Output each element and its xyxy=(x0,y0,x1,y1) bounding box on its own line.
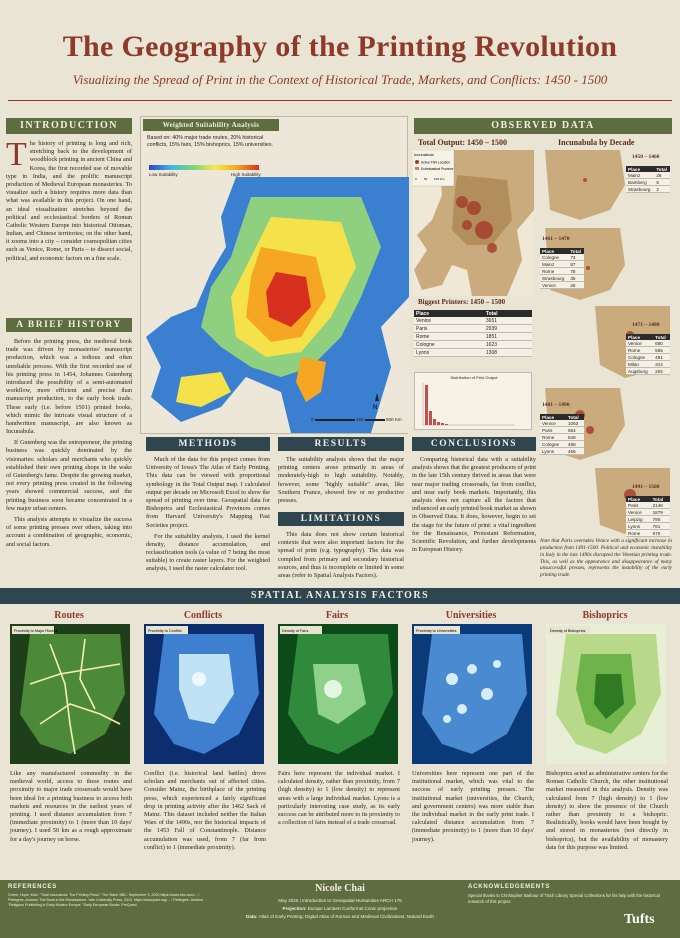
table-cell: Paris xyxy=(414,325,484,333)
table-cell: Strasbourg xyxy=(626,186,654,193)
table-row xyxy=(626,368,670,375)
decade-label: 1491 – 1500 xyxy=(632,484,660,490)
table-cell: Strasbourg xyxy=(540,275,568,282)
conclusions-paragraph: Comparing historical data with a suitability analysis shows that the greatest producers of print in the late 15th century thrived in areas that were near major trading crossroads, far from conflict, and near early book markets. Importantly, this analysis does not capture all the factors that influenced an early printed book market as shown in Observed Data. It does, however, begin to set the stage for the future of print: a vital ingredient for the Renaissance, Protestant Reformation, Scientific Revolution, and further developments in European History. xyxy=(412,456,536,554)
table-cell: Paris xyxy=(626,502,651,509)
table-cell: 2146 xyxy=(651,502,670,509)
scale-bar-line xyxy=(365,419,385,421)
table-cell: Cologne xyxy=(540,254,568,261)
legend-item: Ecclesiastical Province xyxy=(421,167,454,171)
conflicts-map xyxy=(144,624,264,764)
table-cell: 314 xyxy=(653,361,670,368)
limitations-paragraph: This data does not show certain historical contexts that were also important factors for the spread of print (e.g. typography). The data was compiled from primary and secondary historical sources, and thus is incomplete or limited in some areas (refer to Spatial Analysis Factors). xyxy=(278,531,404,579)
routes-map xyxy=(10,624,130,764)
table-cell: Rome xyxy=(540,268,568,275)
table-cell: Rome xyxy=(626,530,651,537)
factor-title-conflicts: Conflicts xyxy=(183,610,223,621)
legend-high-label: High Suitability xyxy=(231,172,261,177)
decade-table xyxy=(540,414,584,455)
references-text: Green, Hope, Kiah. "Total Incunabula: The Printing Press." The Stanf. BBC. September 3, 2020 https://www.bbc.com/... / Pettegree, Andrew. The Book in the Renaissance. Yale University Press, 2010. https://www.jstor.org/... / Pettegree, Andrew. "Religious Publishing in Early Modern Europe." Early European Books. ProQuest. xyxy=(8,893,204,907)
table-row xyxy=(626,523,670,530)
scale-label: 0 xyxy=(311,417,314,422)
legend-low-label: Low Suitability xyxy=(149,172,178,177)
table-cell: 26 xyxy=(568,282,584,289)
history-paragraph: Before the printing press, the medieval book trade was driven by monasteries' manuscript production, which was a tedious and often unreliable process. With the first recorded use of his printing press in 1454, Johannes Gutenberg introduced the possibility of a semi-automated workflow, more efficient and precise than manuscript production, to the early book trade. These early (i.e. before 1501) printed books, which mimic the intricate visual structure of a handwritten manuscript, are also known as Incunabula. xyxy=(6,338,132,436)
north-arrow-label: N xyxy=(373,405,378,411)
bishoprics-text: Bishoprics acted as administrative centers for the Roman Catholic Church, the other institutional market measured in this analysis. Density was calculated from 7 (high density) to 1 (low density) to show the presence of the Church rather than proximity to a bishopric. Realistically, books would have been bought by and stored in monasteries (not directly in bishoprics), but the availability of monastery data for this purpose was limited. xyxy=(546,770,668,851)
decade-label: 1461 – 1470 xyxy=(542,236,570,242)
decade-table xyxy=(626,496,670,537)
methods-heading: METHODS xyxy=(146,437,270,451)
biggest-printers-title: Biggest Printers: 1450 – 1500 xyxy=(418,298,506,306)
table-header: Total xyxy=(566,414,584,420)
total-output-title: Total Output: 1450 – 1500 xyxy=(418,138,508,147)
table-cell: 1851 xyxy=(484,333,532,341)
table-cell: 1879 xyxy=(651,509,670,516)
distribution-plot xyxy=(415,381,533,429)
legend-marker xyxy=(415,167,419,170)
distribution-title: Distribution of Print Output xyxy=(450,375,498,380)
table-cell: Mainz xyxy=(540,261,568,268)
table-cell: Cologne xyxy=(414,341,484,349)
table-cell: 28 xyxy=(654,172,670,179)
distribution-chart xyxy=(414,372,532,430)
data-line xyxy=(210,914,470,919)
table-cell: 2939 xyxy=(484,325,532,333)
table-cell: Venice xyxy=(540,282,568,289)
legend-marker xyxy=(415,160,419,164)
suitability-note: Based on: 40% major trade routes, 20% historical conflicts, 15% fairs, 15% bishoprics, 15% universities. xyxy=(147,135,274,148)
table-cell: 555 xyxy=(653,347,670,354)
table-row xyxy=(626,186,670,193)
table-cell: Rome xyxy=(540,434,566,441)
fairs-map xyxy=(278,624,398,764)
decade-label: 1481 – 1490 xyxy=(542,402,570,408)
fairs-text: Fairs here represent the individual market. I calculated density, rather than proximity, from 7 (high density) to 1 (low density) to represent areas with a large individual market. Lyons is a particularly interesting case study, as its early success can be attributed more to its proximity to a collection of fairs instead of a trade crossroad. xyxy=(278,770,400,827)
factor-map-label: Density of Bishoprics xyxy=(550,629,586,633)
history-text xyxy=(6,338,132,548)
table-cell: 1063 xyxy=(566,420,584,427)
table-header: Total xyxy=(568,248,584,254)
legend-scale: 100 Km xyxy=(434,177,445,181)
history-heading: A BRIEF HISTORY xyxy=(6,318,132,332)
table-cell: 548 xyxy=(566,434,584,441)
methods-paragraph: Much of the data for this project comes from University of Iowa's The Atlas of Early Printing. This data can be viewed with proportional symbology in the Total Output map. I calculated output per decade on Microsoft Excel to show the spread of printing over time. Geospatial data for Bishoprics and Ecclesiastical Provinces comes from Harvard University's Mapping Past Societies project. xyxy=(146,456,270,529)
factor-map-label: Proximity to Universities xyxy=(416,629,457,633)
table-cell: 73 xyxy=(568,254,584,261)
table-cell: Rome xyxy=(626,347,653,354)
acknowledgements-heading: ACKNOWLEDGEMENTS xyxy=(468,884,551,890)
projection-value: Europe Lambert Conformal Conic projection xyxy=(307,906,398,911)
poster-title: The Geography of the Printing Revolution xyxy=(62,30,618,63)
table-header: Place xyxy=(626,166,654,172)
data-value: Atlas of Early Printing; Digital Atlas of Roman and Medieval Civilizations; Natural Earth xyxy=(258,914,434,919)
scale-label: 500 Km xyxy=(386,417,402,422)
table-cell: 1308 xyxy=(484,349,532,357)
table-cell: Cologne xyxy=(540,441,566,448)
table-row xyxy=(540,448,584,455)
conclusions-text xyxy=(412,456,536,581)
decade-table xyxy=(626,166,670,193)
suitability-heading: Weighted Suitability Analysis xyxy=(143,119,279,131)
suitability-map xyxy=(141,177,409,433)
table-cell: 790 xyxy=(651,516,670,523)
table-header: Place xyxy=(540,414,566,420)
universities-map xyxy=(412,624,532,764)
introduction-body: he history of printing is long and rich, stretching back to the development of woodblock printing in ancient China and Korea, the first recorded use of movable type in India, and the prolific manuscript production of Medieval European monasteries. To visualize such a history requires more data than what was available in this project. On one hand, an ideal visualization stretches beyond the political and ecclesiastical borders of Roman Catholic Western Europe into historical Ottoman, Indian, and Chinese territories; on the other hand, it zooms into a city – consider cosmopolitan cities such as Venice, Rome, or Paris – to dissect social, political, and economic factors on a fine scale. xyxy=(6,140,132,262)
factor-map-label: Proximity to Conflict xyxy=(148,629,182,633)
decade-table xyxy=(626,334,670,375)
table-cell: 584 xyxy=(566,427,584,434)
table-cell: Venice xyxy=(414,317,484,325)
tufts-logo: Tufts xyxy=(624,912,655,927)
factor-title-fairs: Fairs xyxy=(325,610,349,621)
table-cell: 202 xyxy=(653,368,670,375)
table-cell: 1623 xyxy=(484,341,532,349)
table-cell: Rome xyxy=(414,333,484,341)
table-row xyxy=(540,268,584,275)
legend-item: Active Print Location xyxy=(421,160,451,165)
table-cell: Venice xyxy=(540,420,566,427)
bishoprics-map xyxy=(546,624,666,764)
table-cell: Augsburg xyxy=(626,368,653,375)
table-cell: 78 xyxy=(568,268,584,275)
table-cell: Bamberg xyxy=(626,179,654,186)
factor-title-bishoprics: Bishoprics xyxy=(582,610,628,621)
table-header: Total xyxy=(654,166,670,172)
table-cell: Leipzig xyxy=(626,516,651,523)
header-divider xyxy=(8,100,672,101)
table-cell: Venice xyxy=(626,340,653,347)
limitations-heading: LIMITATIONS xyxy=(278,512,404,526)
total-output-map xyxy=(412,150,534,296)
observed-note: Note that Paris overtakes Venice with a significant increase in production from 1491-1500. Political and economic instability in Italy in the late 1490s disrupted the Venetian printing trade. This, as well as the appearance and disappearance of many unsuccessful presses, represents the instability of the early printing trade. xyxy=(540,538,672,579)
conclusions-heading: CONCLUSIONS xyxy=(412,437,536,451)
table-header: Total xyxy=(653,334,670,340)
scale-bar-line xyxy=(315,419,355,421)
factor-title-universities: Universities xyxy=(445,610,497,621)
data-label: Data: xyxy=(246,914,258,919)
table-cell: 680 xyxy=(653,340,670,347)
acknowledgements-text: Special thanks to Christopher Barbour of Tisch Library Special Collections for his help with the historical research of this project. xyxy=(468,893,660,904)
results-paragraph: The suitability analysis shows that the major printing centers arose primarily in areas of moderately-high to high suitability. Notably, however, some "highly suitable" areas, like Southern France, showed few or no productive presses. xyxy=(278,456,404,504)
table-header: Place xyxy=(540,248,568,254)
legend-scale: 50 xyxy=(424,177,428,181)
table-cell: Venice xyxy=(626,509,651,516)
conflicts-text: Conflict (i.e. historical land battles) drove scholars and merchants out of affected cities. Consider Mainz, the birthplace of the printing press, which experienced a fairly significant drop in printing activity after the 1462 Sack of Mainz. This dataset included neither the Italian Wars of the 1490s, nor the historical impacts of the 1453 Fall of Constantinople. Distance accumulation was used, from 7 (far from conflict) to 1 (immediate proximity). xyxy=(144,770,266,851)
table-row xyxy=(626,179,670,186)
incunabula-title: Incunabula by Decade xyxy=(558,138,635,147)
scale-bar xyxy=(311,417,402,422)
table-cell: Lyons xyxy=(540,448,566,455)
legend-scale: 0 xyxy=(415,177,417,181)
suitability-legend-gradient xyxy=(149,165,259,170)
table-row xyxy=(540,261,584,268)
table-row xyxy=(540,441,584,448)
table-row xyxy=(626,361,670,368)
factor-title-routes: Routes xyxy=(54,610,84,621)
footer xyxy=(0,880,680,938)
table-cell: Milan xyxy=(626,361,653,368)
table-cell: Lyons xyxy=(414,349,484,357)
table-header: Place xyxy=(626,334,653,340)
table-row xyxy=(414,325,532,333)
factors-heading: SPATIAL ANALYSIS FACTORS xyxy=(0,588,680,604)
methods-text xyxy=(146,456,270,574)
table-cell: 456 xyxy=(566,448,584,455)
factor-map-label: Proximity to Major Routes xyxy=(14,629,58,633)
history-paragraph: If Gutenberg was the entrepreneur, the printing business was quickly dominated by the visionaries: scholars and merchants who quickly established their own printing shops in the wake of Gutenberg's fame. Despite the growing market, not every printing press created in the following years showed commercial success, and the printing business soon became concentrated in a few major urban centers. xyxy=(6,439,132,512)
biggest-printers-table xyxy=(414,310,532,357)
course-line: May 2025 | Introduction to Geospatial Humanities ARCH 175 xyxy=(278,898,402,903)
decade-label: 1450 – 1460 xyxy=(632,154,660,160)
table-cell: 3651 xyxy=(484,317,532,325)
dropcap: T xyxy=(6,136,27,173)
table-row xyxy=(414,317,532,325)
limitations-text xyxy=(278,531,404,581)
table-cell: Mainz xyxy=(626,172,654,179)
table-row xyxy=(414,333,532,341)
table-header: Total xyxy=(651,496,670,502)
table-row xyxy=(540,434,584,441)
factor-map-label: Density of Fairs xyxy=(282,629,309,633)
table-cell: 488 xyxy=(566,441,584,448)
table-cell: 87 xyxy=(568,261,584,268)
table-row xyxy=(626,509,670,516)
suitability-panel xyxy=(140,116,408,434)
legend-title: Incunabula xyxy=(414,152,434,157)
projection-line xyxy=(210,906,470,911)
table-row xyxy=(626,530,670,537)
introduction-text xyxy=(6,136,132,315)
table-row xyxy=(626,516,670,523)
table-cell: 5 xyxy=(654,179,670,186)
table-cell: Paris xyxy=(540,427,566,434)
table-header: Place xyxy=(626,496,651,502)
table-row xyxy=(540,282,584,289)
table-header: Place xyxy=(414,310,484,317)
table-cell: 761 xyxy=(651,523,670,530)
table-cell: Lyons xyxy=(626,523,651,530)
observed-heading: OBSERVED DATA xyxy=(414,118,672,134)
table-row xyxy=(540,275,584,282)
history-paragraph: This analysis attempts to visualize the success of some printing presses over others, taking into account a combination of geographic, economic, and social factors. xyxy=(6,515,132,548)
table-cell: 670 xyxy=(651,530,670,537)
introduction-heading: INTRODUCTION xyxy=(6,118,132,134)
results-text xyxy=(278,456,404,512)
scale-label: 250 xyxy=(356,417,364,422)
table-row xyxy=(414,349,532,357)
references-heading: REFERENCES xyxy=(8,884,58,890)
table-cell: 491 xyxy=(653,354,670,361)
table-row xyxy=(626,354,670,361)
methods-paragraph: For the suitability analysis, I used the kernel density, distance accumulation, and reclassification tools (a value of 7 being the most suitable) to create raster layers. For the weighted analysis, I used the raster calculator tool. xyxy=(146,532,270,573)
decade-label: 1471 – 1480 xyxy=(632,322,660,328)
results-heading: RESULTS xyxy=(278,437,404,451)
projection-label: Projection: xyxy=(282,906,307,911)
decade-table xyxy=(540,248,584,289)
table-row xyxy=(540,427,584,434)
table-cell: 35 xyxy=(568,275,584,282)
universities-text: Universities here represent one part of the institutional market, which was vital to the success of early printing presses. The institutional market (universities, the Church, and government centers) was more stable than the individual market in the early print trade. I calculated distance accumulation from 7 (immediate proximity) to 1 (more than 10 days' journey). xyxy=(412,770,534,843)
table-row xyxy=(626,347,670,354)
poster-subtitle: Visualizing the Spread of Print in the Context of Historical Trade, Markets, and Conflicts: 1450 - 1500 xyxy=(72,72,608,87)
table-cell: Cologne xyxy=(626,354,653,361)
table-header: Total xyxy=(484,310,532,317)
table-row xyxy=(414,341,532,349)
author-name: Nicole Chai xyxy=(315,883,365,894)
table-cell: 2 xyxy=(654,186,670,193)
routes-text: Like any manufactured commodity in the medieval world, access to these routes and proximity to major trade crossroads would have been ideal for a printing business to access both markets and resources in the earliest years of printing. I used distance accumulation from 7 (immediate proximity) to 1 (more than 10 days' journey). I used 50 km as a rough approximate for a day's journey on horse. xyxy=(10,770,132,843)
